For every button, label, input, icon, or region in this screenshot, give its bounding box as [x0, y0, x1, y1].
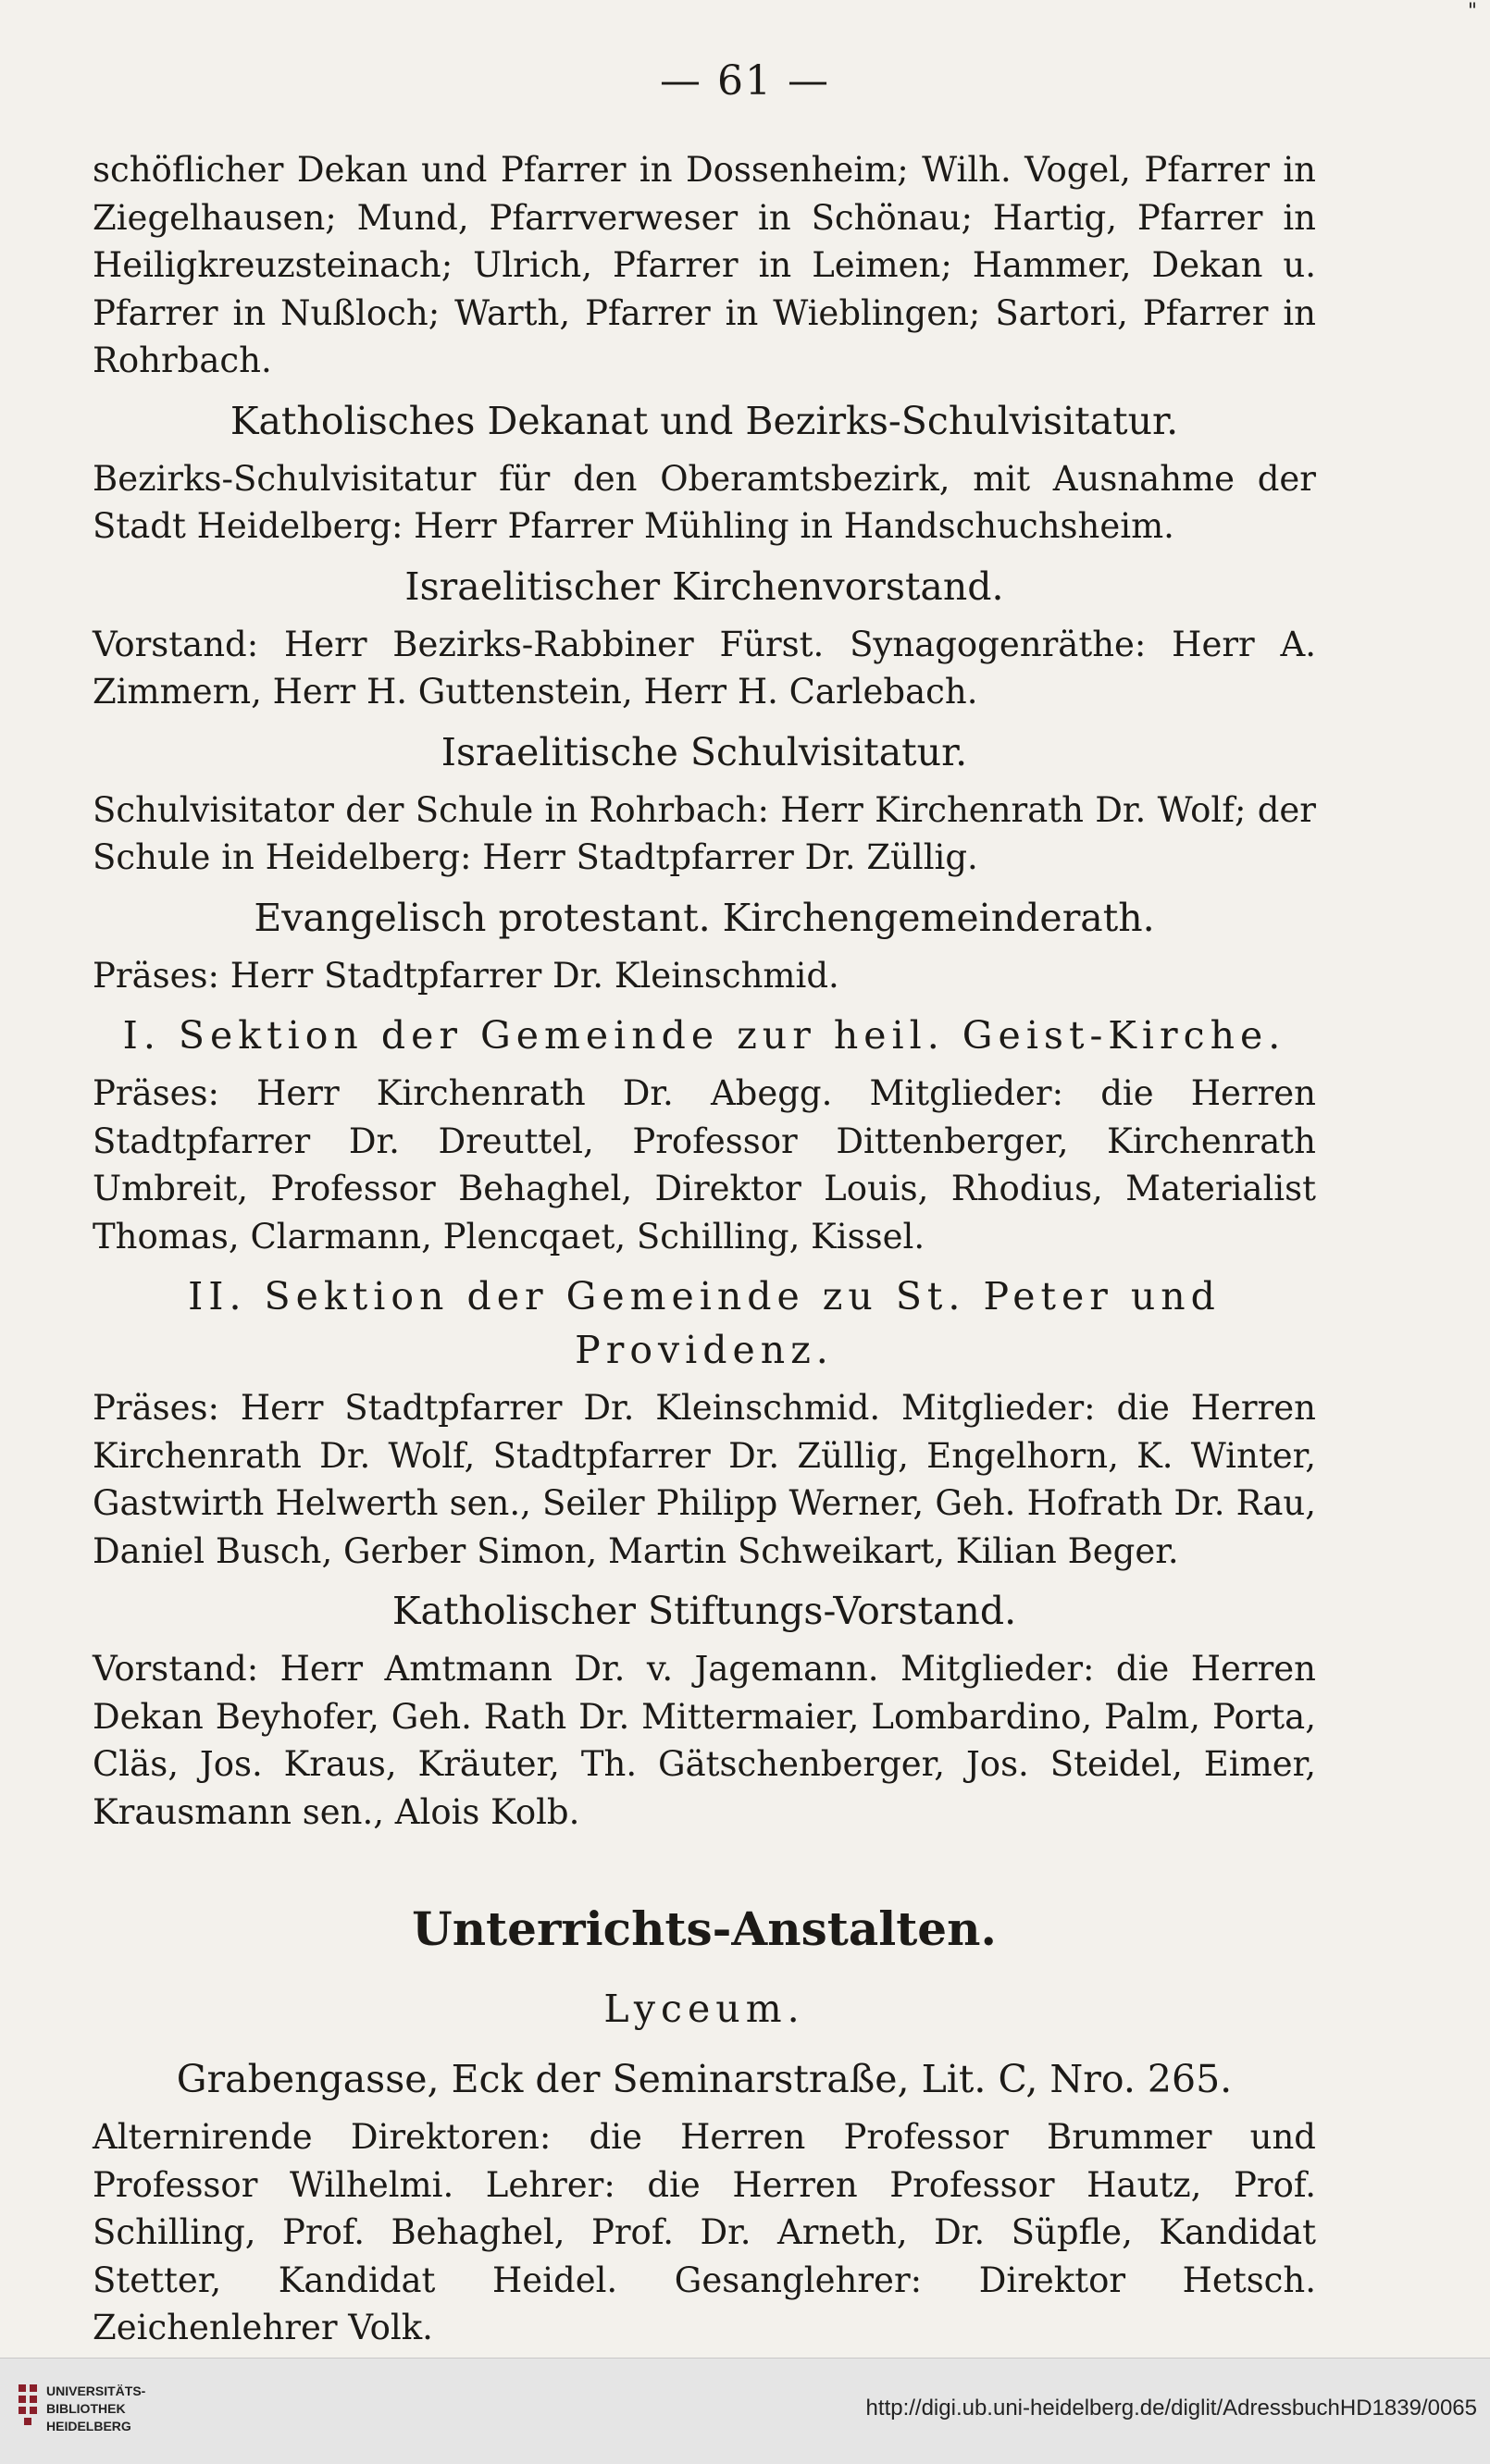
text-paragraph: Vorstand: Herr Amtmann Dr. v. Jagemann. Mitglieder: die Herren Dekan Beyhofer, Geh. Rath Dr. Mittermaier, Lombardino, Palm, Porta, Cläs, Jos. Kraus, Kräuter, Th. Gätschenberger, Jos. Steidel, Eimer, Krausmann sen., Alois Kolb. [93, 1649, 1316, 1832]
text-paragraph: Vorstand: Herr Bezirks-Rabbiner Fürst. Synagogenräthe: Herr A. Zimmern, Herr H. Guttenstein, Herr H. Carlebach. [93, 624, 1316, 712]
section-heading: Evangelisch protestant. Kirchengemeinderath. [254, 895, 1155, 940]
library-name [46, 2383, 145, 2435]
chapter-heading: Unterrichts-Anstalten. [412, 1901, 997, 1956]
subsection-heading: II. Sektion der Gemeinde zu St. Peter und Providenz. [188, 1274, 1221, 1372]
text-paragraph: Schulvisitator der Schule in Rohrbach: Herr Kirchenrath Dr. Wolf; der Schule in Heidelberg: Herr Stadtpfarrer Dr. Züllig. [93, 789, 1316, 877]
page-content [93, 146, 1316, 2352]
text-paragraph: Präses: Herr Kirchenrath Dr. Abegg. Mitglieder: die Herren Stadtpfarrer Dr. Dreuttel, Professor Dittenberger, Kirchenrath Umbreit, Professor Behaghel, Direktor Louis, Rhodius, Materialist Thomas, Clarmann, Plencqaet, Schilling, Kissel. [93, 1073, 1316, 1257]
library-name-line: HEIDELBERG [46, 2419, 131, 2433]
section-heading: Katholischer Stiftungs-Vorstand. [391, 1589, 1017, 1633]
text-paragraph: Präses: Herr Stadtpfarrer Dr. Kleinschmid. Mitglieder: die Herren Kirchenrath Dr. Wolf, Stadtpfarrer Dr. Züllig, Engelhorn, K. Winter, Gastwirth Helwerth sen., Seiler Philipp Werner, Geh. Hofrath Dr. Rau, Daniel Busch, Gerber Simon, Martin Schweikart, Kilian Beger. [93, 1388, 1316, 1571]
section-heading: Israelitische Schulvisitatur. [441, 729, 968, 774]
corner-mark: " [1467, 0, 1477, 23]
source-url-link[interactable]: http://digi.ub.uni-heidelberg.de/diglit/AdressbuchHD1839/0065 [865, 2396, 1477, 2421]
text-paragraph: Präses: Herr Stadtpfarrer Dr. Kleinschmid. [93, 955, 839, 996]
text-paragraph: Bezirks-Schulvisitatur für den Oberamtsbezirk, mit Ausnahme der Stadt Heidelberg: Herr Pfarrer Mühling in Handschuchsheim. [93, 458, 1316, 546]
section-heading: Israelitischer Kirchenvorstand. [404, 563, 1004, 609]
library-name-line: UNIVERSITÄTS- [46, 2384, 146, 2398]
footer-bar [0, 2358, 1490, 2464]
address-line: Grabengasse, Eck der Seminarstraße, Lit. C, Nro. 265. [176, 2057, 1233, 2101]
page-number: — 61 — [660, 57, 830, 105]
section-heading: Katholisches Dekanat und Bezirks-Schulvisitatur. [230, 398, 1179, 443]
institution-heading: Lyceum. [603, 1987, 805, 2031]
text-paragraph: Alternirende Direktoren: die Herren Professor Brummer und Professor Wilhelmi. Lehrer: die Herren Professor Hautz, Prof. Schilling, Prof. Behaghel, Prof. Dr. Arneth, Dr. Süpfle, Kandidat Stetter, Kandidat Heidel. Gesanglehrer: Direktor Hetsch. Zeichenlehrer Volk. [93, 2117, 1316, 2347]
subsection-heading: I. Sektion der Gemeinde zur heil. Geist-Kirche. [122, 1013, 1286, 1058]
library-name-line: BIBLIOTHEK [46, 2401, 126, 2416]
text-paragraph: schöflicher Dekan und Pfarrer in Dossenheim; Wilh. Vogel, Pfarrer in Ziegelhausen; Mund, Pfarrverweser in Schönau; Hartig, Pfarrer in Heiligkreuzsteinach; Ulrich, Pfarrer in Leimen; Hammer, Dekan u. Pfarrer in Nußloch; Warth, Pfarrer in Wieblingen; Sartori, Pfarrer in Rohrbach. [93, 150, 1316, 380]
